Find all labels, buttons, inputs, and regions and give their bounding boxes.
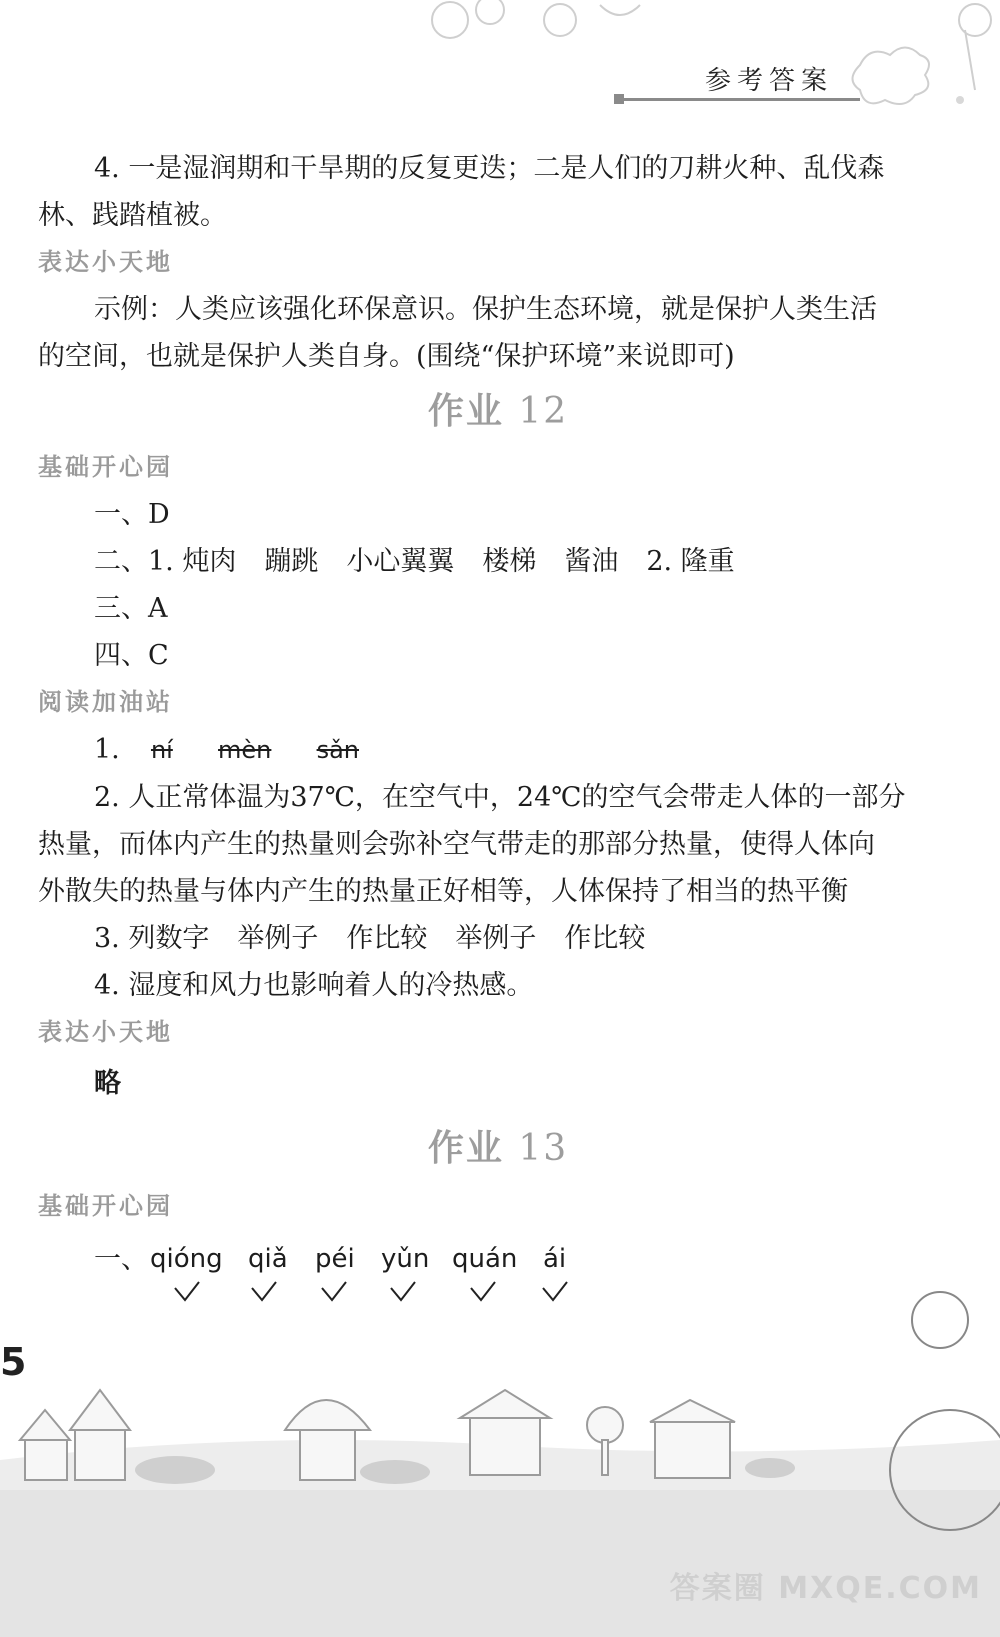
homework-12-title <box>38 382 958 442</box>
answer-text: 小心翼翼 <box>346 546 455 577</box>
paragraph: 热量，而体内产生的热量则会弥补空气带走的那部分热量，使得人体向 <box>38 829 875 860</box>
homework-title-word: 作业 <box>427 391 504 432</box>
answer-text: 酱油 <box>564 546 619 577</box>
paragraph: 外散失的热量与体内产生的热量正好相等，人体保持了相当的热平衡 <box>38 876 848 907</box>
answer-text: 蹦跳 <box>264 546 319 577</box>
handwritten-pinyin: ní <box>150 736 173 764</box>
paragraph: 的空间，也就是保护人类自身。(围绕“保护环境”来说即可) <box>38 341 735 372</box>
section-heading: 基础开心园 <box>38 1192 173 1220</box>
answer-text: 2. 隆重 <box>646 546 735 577</box>
paragraph: 4. 一是湿润期和干旱期的反复更迭；二是人们的刀耕火种、乱伐森 <box>94 153 885 184</box>
answer-line <box>38 538 958 585</box>
answer-text: 作比较 <box>346 923 428 954</box>
answer-text: 楼梯 <box>482 546 537 577</box>
homework-title-number: 13 <box>518 1128 569 1169</box>
answer-text: 1. <box>94 734 120 765</box>
answer-content <box>38 145 958 1316</box>
answer-text: 举例子 <box>237 923 319 954</box>
answer-text: 作比较 <box>564 923 646 954</box>
header-decoration <box>0 0 1000 140</box>
header-rule-dot <box>614 94 624 104</box>
homework-title-number: 12 <box>518 391 569 432</box>
homework-title-word: 作业 <box>427 1128 504 1169</box>
section-heading: 表达小天地 <box>38 248 173 276</box>
paragraph: 2. 人正常体温为37℃，在空气中，24℃的空气会带走人体的一部分 <box>94 782 906 813</box>
homework-13-title <box>38 1119 958 1179</box>
answer-line <box>38 915 958 962</box>
answer-text: 3. 列数字 <box>94 923 210 954</box>
answer-text: 举例子 <box>455 923 537 954</box>
section-heading: 基础开心园 <box>38 453 173 481</box>
pinyin: qióng <box>150 1244 223 1274</box>
answer-line: 四、C <box>94 640 169 671</box>
answer-text: 二、1. 炖肉 <box>94 546 237 577</box>
answer-line: 三、A <box>94 593 168 624</box>
pinyin: péi <box>315 1244 355 1274</box>
pinyin: quán <box>452 1244 518 1274</box>
answer-line: 4. 湿度和风力也影响着人的冷热感。 <box>94 970 534 1001</box>
section-heading: 表达小天地 <box>38 1018 173 1046</box>
pinyin: yǔn <box>381 1244 430 1274</box>
answer-line: 略 <box>94 1068 121 1099</box>
header-title: 参考答案 <box>705 66 834 96</box>
answer-line: 一、D <box>94 499 170 530</box>
paragraph: 林、践踏植被。 <box>38 200 227 231</box>
pinyin: qiǎ <box>248 1244 288 1274</box>
answer-text: 一、 <box>94 1244 148 1275</box>
paragraph: 示例：人类应该强化环保意识。保护生态环境，就是保护人类生活 <box>94 294 877 325</box>
header-rule <box>620 98 860 101</box>
section-heading: 阅读加油站 <box>38 688 173 716</box>
answer-line <box>38 726 958 774</box>
handwritten-pinyin: sǎn <box>316 736 359 764</box>
pinyin: ái <box>543 1244 567 1274</box>
page-number: 5 <box>0 1340 27 1384</box>
watermark: 答案圈 MXQE.COM <box>669 1571 982 1606</box>
handwritten-pinyin: mèn <box>218 736 272 764</box>
